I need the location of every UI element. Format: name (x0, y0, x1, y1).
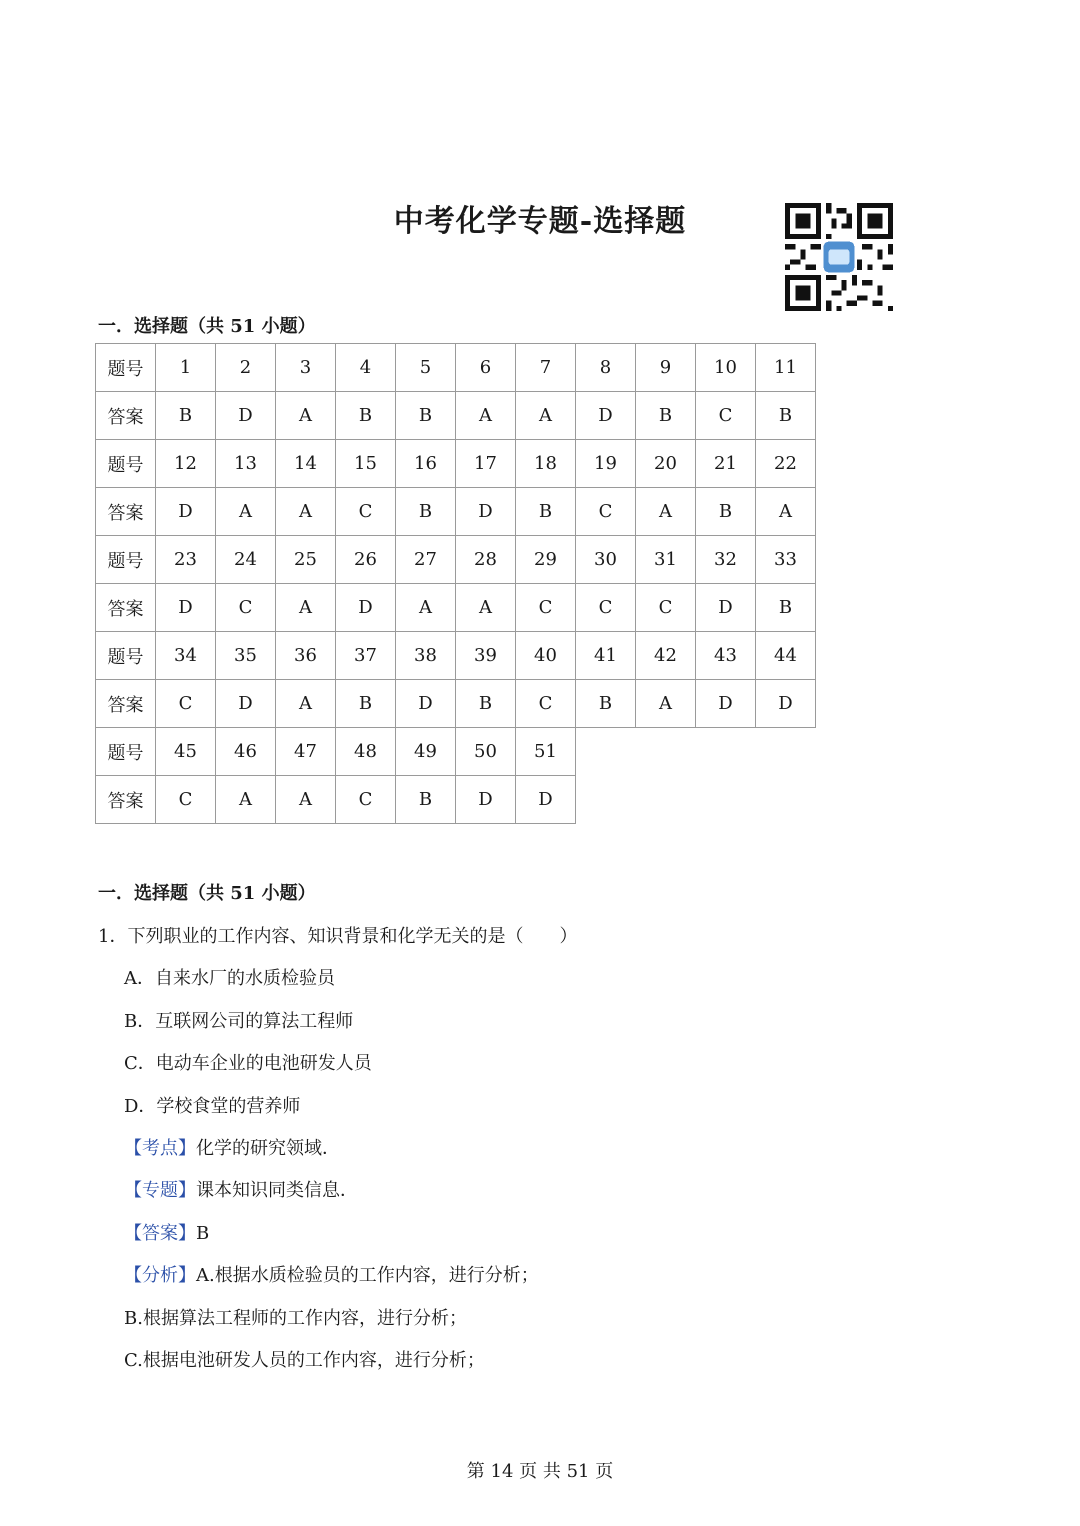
table-cell: D (336, 584, 396, 632)
table-cell: 14 (276, 440, 336, 488)
table-cell: C (336, 488, 396, 536)
table-cell: 21 (696, 440, 756, 488)
table-cell: 1 (156, 344, 216, 392)
table-cell: C (696, 392, 756, 440)
table-cell: B (156, 392, 216, 440)
table-cell: 29 (516, 536, 576, 584)
table-cell: 22 (756, 440, 816, 488)
kaodian-text: 化学的研究领域． (196, 1138, 340, 1159)
table-cell: D (156, 488, 216, 536)
table-cell: D (756, 680, 816, 728)
page-title: 中考化学专题-选择题 (393, 204, 687, 239)
table-blank (636, 728, 696, 776)
table-cell: 40 (516, 632, 576, 680)
fenxi-tag: 【分析】 (124, 1265, 196, 1286)
table-cell: 10 (696, 344, 756, 392)
table-cell: D (396, 680, 456, 728)
table-label-num: 题号 (96, 728, 156, 776)
table-cell: D (456, 488, 516, 536)
section-heading-2: 一．选择题（共 51 小题） (98, 883, 316, 904)
table-cell: 43 (696, 632, 756, 680)
table-cell: B (456, 680, 516, 728)
table-cell: C (516, 584, 576, 632)
fenxi-line-3: C.根据电池研发人员的工作内容，进行分析； (124, 1350, 485, 1371)
table-cell: B (336, 680, 396, 728)
table-cell: 23 (156, 536, 216, 584)
table-cell: A (636, 680, 696, 728)
table-cell: A (456, 584, 516, 632)
table-cell: 8 (576, 344, 636, 392)
option-a: A．自来水厂的水质检验员 (124, 968, 335, 989)
table-label-ans: 答案 (96, 488, 156, 536)
table-cell: C (636, 584, 696, 632)
table-cell: 37 (336, 632, 396, 680)
table-row (96, 392, 816, 440)
fenxi-text: A.根据水质检验员的工作内容，进行分析； (196, 1265, 539, 1286)
table-cell: 34 (156, 632, 216, 680)
table-cell: B (756, 392, 816, 440)
table-cell: 20 (636, 440, 696, 488)
table-cell: 35 (216, 632, 276, 680)
table-cell: C (576, 584, 636, 632)
zhuanti-text: 课本知识同类信息． (196, 1180, 358, 1201)
table-cell: A (276, 488, 336, 536)
table-cell: 44 (756, 632, 816, 680)
table-cell: C (156, 776, 216, 824)
table-row (96, 584, 816, 632)
table-blank (756, 728, 816, 776)
table-cell: B (396, 776, 456, 824)
table-cell: 27 (396, 536, 456, 584)
daan-tag: 【答案】 (124, 1223, 196, 1244)
fenxi-line (124, 1261, 539, 1287)
table-cell: B (636, 392, 696, 440)
table-cell: 50 (456, 728, 516, 776)
table-cell: 47 (276, 728, 336, 776)
section-heading: 一．选择题（共 51 小题） (98, 316, 316, 337)
table-cell: D (216, 680, 276, 728)
table-cell: A (276, 776, 336, 824)
table-cell: 13 (216, 440, 276, 488)
kaodian-tag: 【考点】 (124, 1138, 196, 1159)
table-cell: 16 (396, 440, 456, 488)
table-cell: B (576, 680, 636, 728)
table-cell: D (576, 392, 636, 440)
table-label-ans: 答案 (96, 680, 156, 728)
table-row (96, 632, 816, 680)
table-cell: 3 (276, 344, 336, 392)
table-row (96, 488, 816, 536)
table-cell: A (276, 680, 336, 728)
qr-code-image (785, 203, 893, 311)
table-cell: 12 (156, 440, 216, 488)
table-blank (576, 776, 636, 824)
table-cell: 41 (576, 632, 636, 680)
table-row (96, 440, 816, 488)
table-cell: A (456, 392, 516, 440)
table-row (96, 776, 816, 824)
table-cell: 32 (696, 536, 756, 584)
table-cell: 5 (396, 344, 456, 392)
zhuanti-line (124, 1176, 358, 1202)
table-label-num: 题号 (96, 440, 156, 488)
table-blank (576, 728, 636, 776)
table-blank (756, 776, 816, 824)
table-cell: 15 (336, 440, 396, 488)
table-cell: 31 (636, 536, 696, 584)
table-cell: 18 (516, 440, 576, 488)
table-label-ans: 答案 (96, 776, 156, 824)
table-cell: C (516, 680, 576, 728)
table-cell: 19 (576, 440, 636, 488)
table-cell: 38 (396, 632, 456, 680)
table-cell: 2 (216, 344, 276, 392)
answer-table (95, 343, 816, 824)
table-cell: A (276, 584, 336, 632)
table-cell: D (456, 776, 516, 824)
table-cell: A (276, 392, 336, 440)
table-row (96, 344, 816, 392)
table-label-ans: 答案 (96, 584, 156, 632)
table-cell: 46 (216, 728, 276, 776)
table-cell: 17 (456, 440, 516, 488)
table-cell: C (336, 776, 396, 824)
table-cell: A (216, 776, 276, 824)
table-label-num: 题号 (96, 344, 156, 392)
table-cell: 33 (756, 536, 816, 584)
table-cell: A (516, 392, 576, 440)
table-cell: 36 (276, 632, 336, 680)
table-cell: 4 (336, 344, 396, 392)
table-cell: A (636, 488, 696, 536)
table-cell: 42 (636, 632, 696, 680)
daan-text: B (196, 1223, 210, 1244)
option-d: D．学校食堂的营养师 (124, 1096, 301, 1117)
table-cell: 48 (336, 728, 396, 776)
table-cell: B (696, 488, 756, 536)
table-cell: A (396, 584, 456, 632)
question-stem: 1．下列职业的工作内容、知识背景和化学无关的是（ ） (98, 926, 578, 947)
table-cell: D (216, 392, 276, 440)
option-b: B．互联网公司的算法工程师 (124, 1011, 354, 1032)
table-cell: 7 (516, 344, 576, 392)
table-blank (636, 776, 696, 824)
table-cell: D (516, 776, 576, 824)
table-cell: D (696, 680, 756, 728)
table-label-num: 题号 (96, 536, 156, 584)
table-cell: B (396, 488, 456, 536)
daan-line (124, 1219, 209, 1245)
table-cell: 25 (276, 536, 336, 584)
table-cell: 39 (456, 632, 516, 680)
table-cell: D (696, 584, 756, 632)
zhuanti-tag: 【专题】 (124, 1180, 196, 1201)
table-cell: B (396, 392, 456, 440)
table-cell: D (156, 584, 216, 632)
table-blank (696, 728, 756, 776)
table-label-num: 题号 (96, 632, 156, 680)
table-cell: B (336, 392, 396, 440)
table-cell: 11 (756, 344, 816, 392)
table-cell: A (756, 488, 816, 536)
table-blank (696, 776, 756, 824)
table-cell: 49 (396, 728, 456, 776)
table-cell: 45 (156, 728, 216, 776)
kaodian-line (124, 1134, 340, 1160)
table-row (96, 728, 816, 776)
table-row (96, 536, 816, 584)
table-cell: C (576, 488, 636, 536)
table-cell: 9 (636, 344, 696, 392)
table-cell: C (216, 584, 276, 632)
table-cell: 51 (516, 728, 576, 776)
fenxi-line-2: B.根据算法工程师的工作内容，进行分析； (124, 1308, 467, 1329)
table-cell: A (216, 488, 276, 536)
table-cell: 24 (216, 536, 276, 584)
table-cell: B (516, 488, 576, 536)
table-cell: 6 (456, 344, 516, 392)
page-footer: 第 14 页 共 51 页 (466, 1461, 614, 1482)
table-cell: 26 (336, 536, 396, 584)
table-cell: 28 (456, 536, 516, 584)
table-label-ans: 答案 (96, 392, 156, 440)
table-cell: C (156, 680, 216, 728)
table-cell: 30 (576, 536, 636, 584)
table-row (96, 680, 816, 728)
option-c: C．电动车企业的电池研发人员 (124, 1053, 372, 1074)
table-cell: B (756, 584, 816, 632)
